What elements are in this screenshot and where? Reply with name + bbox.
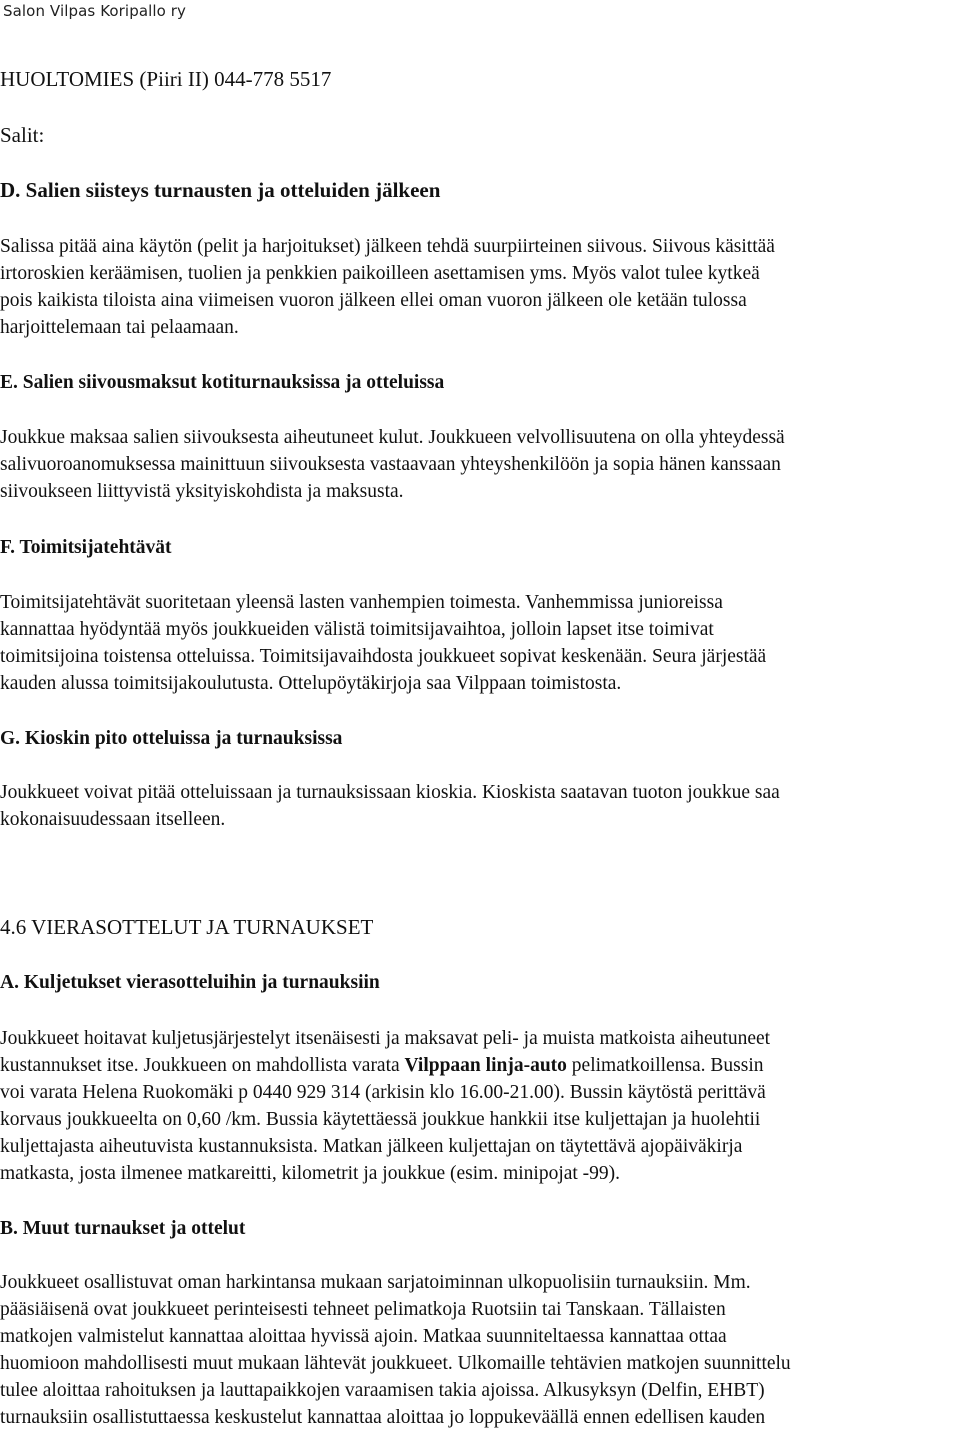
section-a-body (0, 1025, 956, 1187)
text-line: Joukkueet osallistuvat oman harkintansa mukaan sarjatoiminnan ulkopuolisiin turnauksiin. Mm. (0, 1272, 751, 1293)
text-line: harjoittelemaan tai pelaamaan. (0, 317, 239, 338)
text-line: kuljettajasta aiheutuvista kustannuksista. Matkan jälkeen kuljettajan on täytettävä ajopäiväkirja (0, 1136, 743, 1157)
text-line: siivoukseen liittyvistä yksityiskohdista ja maksusta. (0, 481, 404, 502)
section-b-body (0, 1269, 956, 1431)
text-segment: pelimatkoillensa. Bussin (566, 1055, 764, 1076)
section-d-heading: D. Salien siisteys turnausten ja otteluiden jälkeen (0, 178, 441, 202)
section-a-heading: A. Kuljetukset vierasotteluihin ja turnauksiin (0, 972, 380, 993)
text-line: pääsiäisenä ovat joukkueet perinteisesti tehneet pelimatkoja Ruotsiin tai Tanskaan. Tällaisten (0, 1299, 726, 1320)
text-line: matkojen valmistelut kannattaa aloittaa hyvissä ajoin. Matkaa suunniteltaessa kannattaa ottaa (0, 1326, 727, 1347)
text-line: kannattaa hyödyntää myös joukkueiden välistä toimitsijavaihtoa, jolloin lapset itse toimivat (0, 619, 714, 640)
text-line: turnauksiin osallistuttaessa keskustelut kannattaa aloittaa jo loppukeväällä ennen edellisen kauden (0, 1407, 766, 1428)
text-line: Joukkueet voivat pitää otteluissaan ja turnauksissaan kioskia. Kioskista saatavan tuoton joukkue saa (0, 782, 780, 803)
section-g-heading: G. Kioskin pito otteluissa ja turnauksissa (0, 728, 343, 749)
text-line: Joukkueet hoitavat kuljetusjärjestelyt itsenäisesti ja maksavat peli- ja muista matkoista aiheutuneet (0, 1028, 771, 1049)
text-line: huomioon mahdollisesti muut mukaan lähtevät joukkueet. Ulkomaille tehtävien matkojen suunnittelu (0, 1353, 791, 1374)
text-line: pois kaikista tiloista aina viimeisen vuoron jälkeen ellei oman vuoron jälkeen ole ketään tulossa (0, 290, 747, 311)
section-g-body (0, 779, 956, 833)
text-line: toimitsijoina toistensa otteluissa. Toimitsijavaihdosta joukkueet sopivat keskenään. Seura järjestää (0, 646, 767, 667)
section-4-6-heading: 4.6 VIERASOTTELUT JA TURNAUKSET (0, 915, 374, 939)
text-segment: kustannukset itse. Joukkueen on mahdollista varata (0, 1055, 405, 1076)
text-line: korvaus joukkueelta on 0,60 /km. Bussia käytettäessä joukkue hankkii itse kuljettajan ja huolehtii (0, 1109, 761, 1130)
section-f-heading: F. Toimitsijatehtävät (0, 537, 172, 558)
text-line: voi varata Helena Ruokomäki p 0440 929 314 (arkisin klo 16.00-21.00). Bussin käytöstä perittävä (0, 1082, 766, 1103)
text-line: tulee aloittaa rahoituksen ja lauttapaikkojen varaamisen takia ajoissa. Alkusyksyn (Delfin, EHBT) (0, 1380, 765, 1401)
section-d-body (0, 233, 956, 341)
text-line: salivuoroanomuksessa mainittuun siivouksesta vastaavaan yhteyshenkilöön ja sopia hänen kanssaan (0, 454, 781, 475)
text-line: irtoroskien keräämisen, tuolien ja penkkien paikoilleen asettamisen yms. Myös valot tulee kytkeä (0, 263, 760, 284)
text-line: kokonaisuudessaan itselleen. (0, 809, 226, 830)
text-line (0, 1052, 956, 1079)
page-header: Salon Vilpas Koripallo ry (3, 2, 187, 20)
bus-highlight: Vilppaan linja-auto (404, 1055, 567, 1076)
text-line: kauden alussa toimitsijakoulutusta. Ottelupöytäkirjoja saa Vilppaan toimistosta. (0, 673, 622, 694)
contact-line: HUOLTOMIES (Piiri II) 044-778 5517 (0, 67, 332, 91)
text-line: Toimitsijatehtävät suoritetaan yleensä lasten vanhempien toimesta. Vanhemmissa junioreissa (0, 592, 723, 613)
text-line: matkasta, josta ilmenee matkareitti, kilometrit ja joukkue (esim. minipojat -99). (0, 1163, 621, 1184)
salit-label: Salit: (0, 123, 45, 147)
text-line: Salissa pitää aina käytön (pelit ja harjoitukset) jälkeen tehdä suurpiirteinen siivous. Siivous käsittää (0, 236, 775, 257)
section-f-body (0, 589, 956, 697)
section-e-body (0, 424, 956, 505)
section-b-heading: B. Muut turnaukset ja ottelut (0, 1218, 246, 1239)
text-line: Joukkue maksaa salien siivouksesta aiheutuneet kulut. Joukkueen velvollisuutena on olla yhteydessä (0, 427, 785, 448)
section-e-heading: E. Salien siivousmaksut kotiturnauksissa ja otteluissa (0, 372, 445, 393)
